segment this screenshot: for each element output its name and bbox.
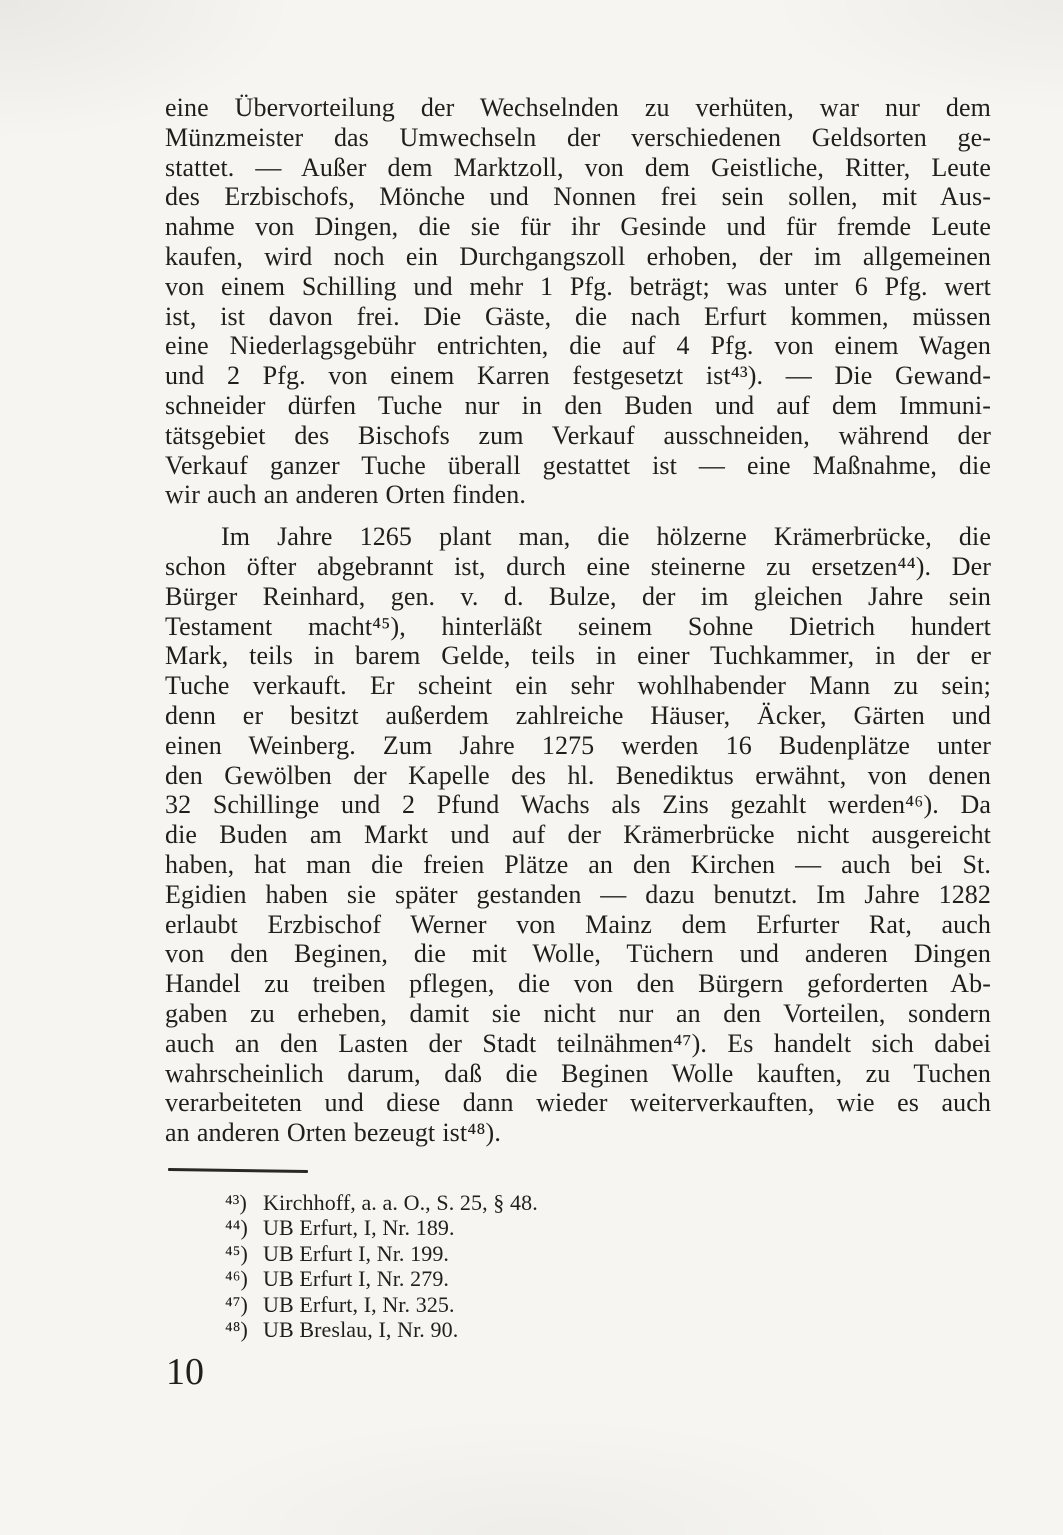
footnote-marker: ⁴⁵) [225,1240,248,1266]
text-line: Tuche verkauft. Er scheint ein sehr wohlhabender Mann zu sein; [165,671,991,701]
footnote-text: UB Erfurt I, Nr. 199. [263,1240,450,1266]
footnote-item [225,1215,991,1240]
text-line: an anderen Orten bezeugt ist⁴⁸). [165,1118,501,1148]
page-number: 10 [166,1351,204,1393]
text-line: haben, hat man die freien Plätze an den Kirchen — auch bei St. [165,849,991,879]
text-line: ist, ist davon frei. Die Gäste, die nach Erfurt kommen, müssen [165,301,991,331]
text-line: verarbeiteten und diese dann wieder weiterverkauften, wie es auch [165,1088,991,1118]
footnote-item [225,1241,991,1266]
paragraph [165,93,991,510]
text-line: Münzmeister das Umwechseln der verschiedenen Geldsorten ge- [165,122,991,152]
text-line: schon öfter abgebrannt ist, durch eine steinerne zu ersetzen⁴⁴). Der [165,551,991,581]
footnote-text: UB Erfurt, I, Nr. 325. [263,1291,455,1317]
footnote-item [225,1317,991,1342]
text-line: die Buden am Markt und auf der Krämerbrücke nicht ausgereicht [165,820,991,850]
footnote-marker: ⁴⁷) [225,1291,248,1317]
footnote-text: UB Erfurt, I, Nr. 189. [263,1215,455,1241]
text-line: denn er besitzt außerdem zahlreiche Häuser, Äcker, Gärten und [165,700,991,730]
footnote-item [225,1266,991,1291]
text-line: des Erzbischofs, Mönche und Nonnen frei sein sollen, mit Aus- [165,182,991,212]
text-line: Testament macht⁴⁵), hinterläßt seinem Sohne Dietrich hundert [165,611,991,641]
footnote-text: UB Erfurt I, Nr. 279. [263,1266,450,1292]
footnote-marker: ⁴⁸) [225,1316,248,1342]
text-line: den Gewölben der Kapelle des hl. Benediktus erwähnt, von denen [165,760,991,790]
text-line: eine Übervorteilung der Wechselnden zu verhüten, war nur dem [165,93,991,122]
text-line: auch an den Lasten der Stadt teilnähmen⁴⁷). Es handelt sich dabei [165,1028,991,1058]
footnote-marker: ⁴⁶) [225,1266,248,1292]
text-line: eine Niederlagsgebühr entrichten, die auf 4 Pfg. von einem Wagen [165,331,991,361]
text-line: und 2 Pfg. von einem Karren festgesetzt ist⁴³). — Die Gewand- [165,361,991,391]
footnote-separator [168,1168,308,1173]
text-line: kaufen, wird noch ein Durchgangszoll erhoben, der im allgemeinen [165,241,991,271]
text-line: einen Weinberg. Zum Jahre 1275 werden 16 Budenplätze unter [165,730,991,760]
footnotes [165,1190,991,1342]
text-line: tätsgebiet des Bischofs zum Verkauf ausschneiden, während der [165,420,991,450]
paragraphs [165,93,991,1148]
footnote-item [225,1190,991,1215]
text-line: gaben zu erheben, damit sie nicht nur an den Vorteilen, sondern [165,998,991,1028]
text-line: Bürger Reinhard, gen. v. d. Bulze, der im gleichen Jahre sein [165,581,991,611]
text-line: schneider dürfen Tuche nur in den Buden und auf dem Immuni- [165,390,991,420]
text-line: Mark, teils in barem Gelde, teils in einer Tuchkammer, in der er [165,641,991,671]
body-text [165,93,991,1342]
text-line: 32 Schillinge und 2 Pfund Wachs als Zins gezahlt werden⁴⁶). Da [165,790,991,820]
text-line: Verkauf ganzer Tuche überall gestattet ist — eine Maßnahme, die [165,450,991,480]
text-line: nahme von Dingen, die sie für ihr Gesinde und für fremde Leute [165,212,991,242]
text-line: stattet. — Außer dem Marktzoll, von dem Geistliche, Ritter, Leute [165,152,991,182]
text-line: Im Jahre 1265 plant man, die hölzerne Krämerbrücke, die [221,522,991,552]
text-line: von einem Schilling und mehr 1 Pfg. beträgt; was unter 6 Pfg. wert [165,271,991,301]
footnote-marker: ⁴⁴) [225,1215,248,1241]
text-line: wahrscheinlich darum, daß die Beginen Wolle kauften, zu Tuchen [165,1058,991,1088]
footnote-text: UB Breslau, I, Nr. 90. [263,1316,459,1342]
text-line: Handel zu treiben pflegen, die von den Bürgern geforderten Ab- [165,969,991,999]
text-line: von den Beginen, die mit Wolle, Tüchern und anderen Dingen [165,939,991,969]
footnote-item [225,1292,991,1317]
paragraph [165,522,991,1148]
text-line: Egidien haben sie später gestanden — dazu benutzt. Im Jahre 1282 [165,879,991,909]
footnote-marker: ⁴³) [225,1189,247,1215]
footnote-text: Kirchhoff, a. a. O., S. 25, § 48. [263,1189,538,1215]
text-line: wir auch an anderen Orten finden. [165,480,526,510]
text-line: erlaubt Erzbischof Werner von Mainz dem Erfurter Rat, auch [165,909,991,939]
